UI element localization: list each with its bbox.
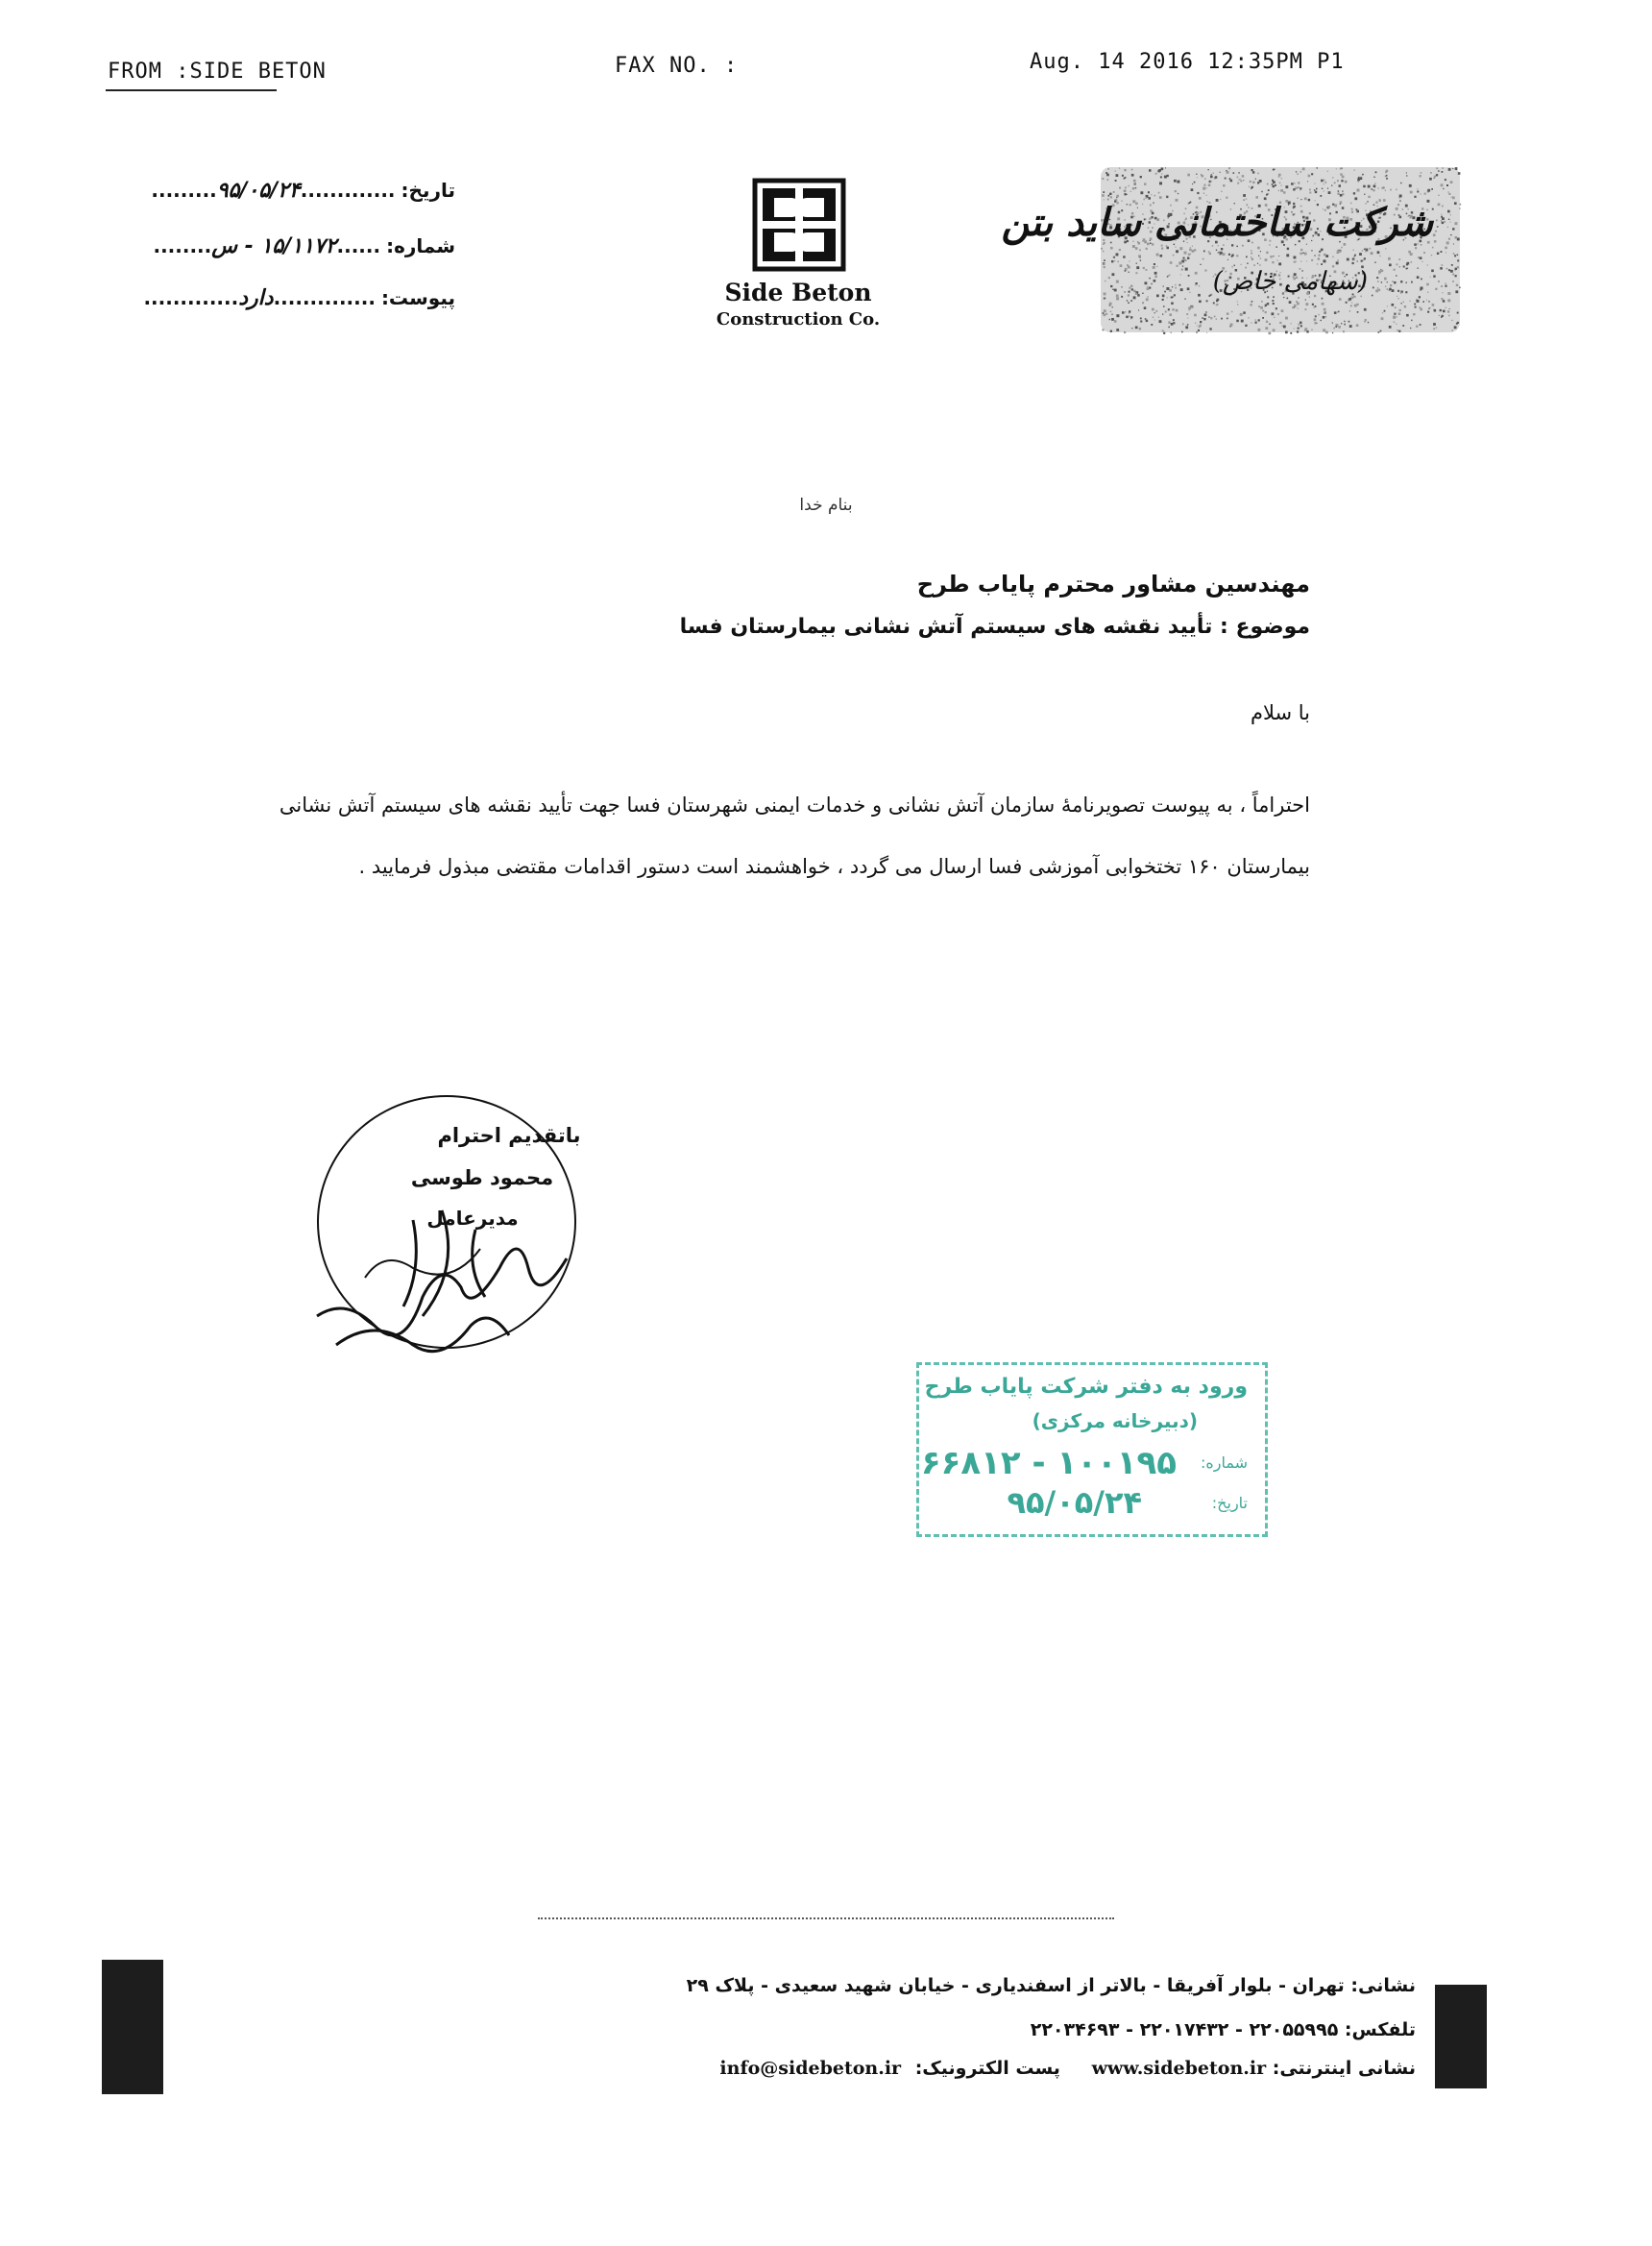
fax-sender-underline [106, 89, 277, 91]
signature-name: محمود طوسی [410, 1166, 554, 1189]
footer-phone: تلفکس: ۲۲۰۵۵۹۹۵ - ۲۲۰۱۷۴۳۲ - ۲۲۰۳۴۶۹۳ [1030, 2019, 1416, 2040]
fax-number: FAX NO. : [615, 54, 739, 78]
corporate-name: شرکت ساختمانی ساید بتن [1001, 200, 1433, 245]
fax-sender: FROM :SIDE BETON [108, 60, 327, 84]
logo-title: Side Beton [724, 279, 872, 306]
stamp-date-value: ۹۵/۰۵/۲۴ [1007, 1484, 1142, 1521]
corporate-name-box [1001, 167, 1460, 332]
email-label: پست الکترونیک: [914, 2058, 1060, 2079]
logo-subtitle: Construction Co. [716, 309, 881, 330]
web-label: نشانی اینترنتی: [1272, 2058, 1416, 2079]
footer-block-right [1435, 1985, 1487, 2088]
footer-divider [538, 1917, 1114, 1919]
signature-closing: باتقدیم احترام [437, 1124, 581, 1147]
website-link[interactable]: www.sidebeton.ir [1091, 2058, 1267, 2079]
handwritten-signature [307, 1191, 595, 1364]
number-value: ۱۵/۱۱۷۲ - س [211, 234, 337, 258]
signature-title: مدیرعامل [426, 1207, 519, 1230]
email-link[interactable]: info@sidebeton.ir [719, 2058, 902, 2079]
side-beton-logo-icon [753, 179, 845, 271]
date-label: تاریخ: [401, 179, 455, 202]
fax-timestamp: Aug. 14 2016 12:35PM P1 [1030, 50, 1345, 74]
subject-line: موضوع : تأیید نقشه های سیستم آتش نشانی بیمارستان فسا [679, 615, 1310, 639]
attachment-value: دارد [238, 286, 274, 310]
stamp-number-value: ۱۰۰۱۹۵ - ۶۶۸۱۲ [920, 1444, 1177, 1482]
attachment-label: پیوست: [380, 286, 455, 309]
letter-number: شماره:......۱۵/۱۱۷۲ - س........ [153, 234, 455, 258]
date-value: ۹۵/۰۵/۲۴ [216, 179, 301, 203]
footer-block-left [102, 1960, 163, 2094]
stamp-number-label: شماره: [1200, 1453, 1248, 1472]
stamp-subtitle: (دبیرخانه مرکزی) [1032, 1409, 1198, 1432]
letter-date: تاریخ:.............۹۵/۰۵/۲۴......... [151, 179, 455, 203]
invocation: بنام خدا [799, 496, 853, 515]
stamp-date-label: تاریخ: [1211, 1494, 1248, 1512]
stamp-title: ورود به دفتر شرکت پایاب طرح [924, 1375, 1248, 1399]
speckle-texture [1101, 167, 1460, 332]
number-label: شماره: [386, 234, 455, 257]
corporate-type: (سهامی خاص) [1212, 267, 1368, 296]
letter-body: احتراماً ، به پیوست تصویرنامهٔ سازمان آتش نشانی و خدمات ایمنی شهرستان فسا جهت تأیید نقشه های سیستم آتش نشانی بیمارستان ۱۶۰ تختخوابی آموزشی فسا ارسال می گردد ، خواهشمند است دستور اقدامات مقتضی مبذول فرمایید . [279, 793, 1310, 878]
receipt-stamp [916, 1362, 1268, 1537]
letter-attachment: پیوست:..............دارد............. [143, 286, 455, 310]
footer-contact [719, 2058, 1416, 2079]
footer-address: نشانی: تهران - بلوار آفریقا - بالاتر از اسفندیاری - خیابان شهید سعیدی - پلاک ۲۹ [686, 1975, 1416, 1996]
greeting: با سلام [1250, 701, 1310, 724]
addressee: مهندسین مشاور محترم پایاب طرح [916, 571, 1310, 598]
